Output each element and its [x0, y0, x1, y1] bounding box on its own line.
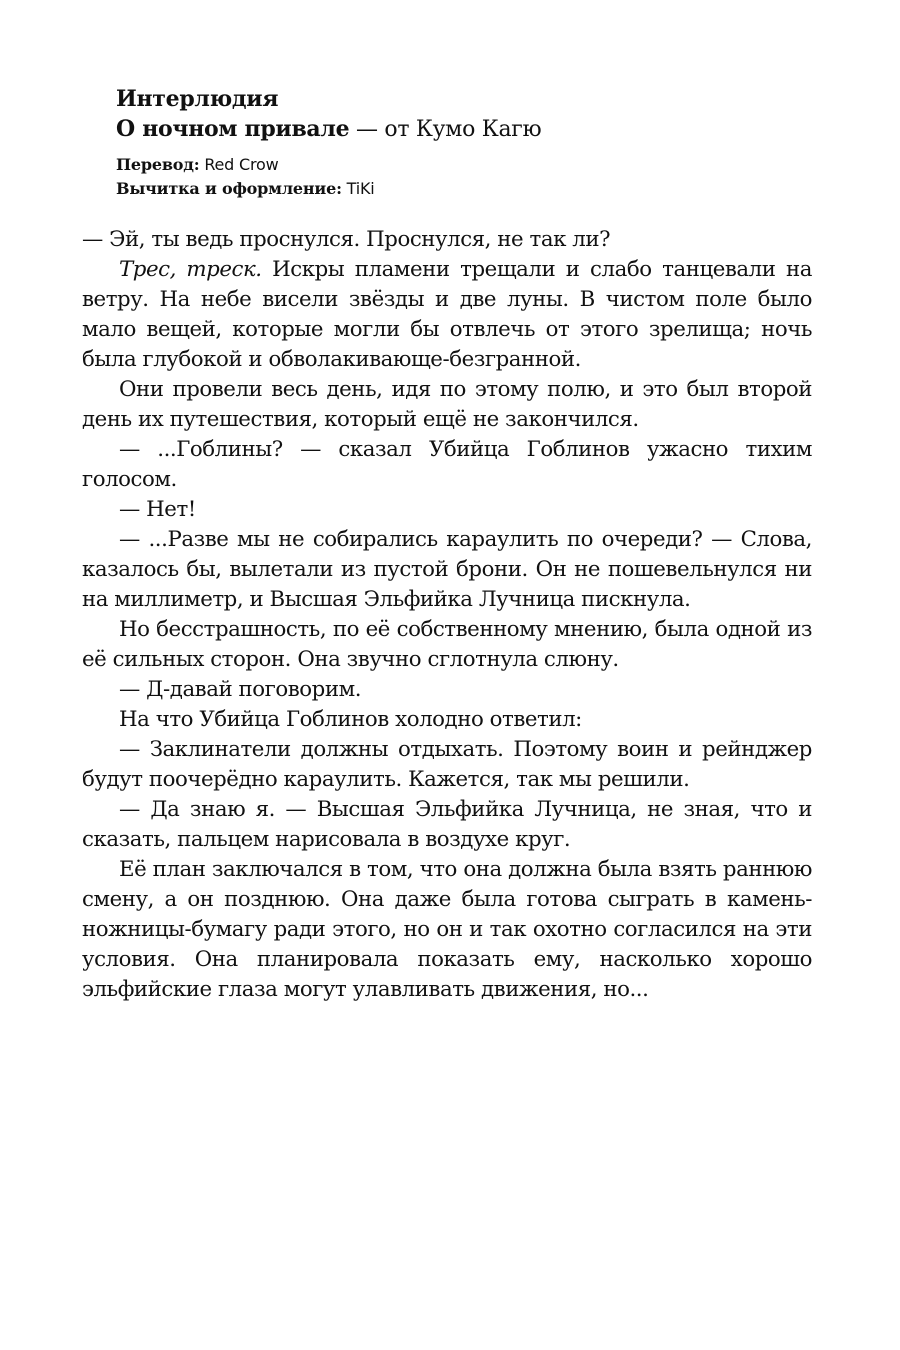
paragraph: — Эй, ты ведь проснулся. Проснулся, не так ли? — [82, 227, 611, 252]
chapter-title: Интерлюдия — [116, 86, 279, 112]
credit-label: Перевод: — [116, 155, 200, 174]
credit-value: TiKi — [346, 179, 375, 198]
paragraph: — Нет! — [119, 497, 196, 522]
subtitle-bold: О ночном привале — [116, 116, 350, 142]
credit-label: Вычитка и оформление: — [116, 179, 342, 198]
chapter-header — [116, 84, 816, 201]
paragraph: — Да знаю я. — Высшая Эльфийка Лучница, не зная, что и сказать, пальцем нарисовала в воздухе круг. — [82, 797, 812, 852]
paragraph: На что Убийца Гоблинов холодно ответил: — [119, 707, 582, 732]
body-text — [82, 225, 812, 1005]
italic-phrase: Трес, треск. — [119, 257, 262, 282]
chapter-subtitle — [116, 114, 816, 145]
paragraph: — Д-давай поговорим. — [119, 677, 362, 702]
credit-editing — [116, 177, 816, 201]
paragraph: Они провели весь день, идя по этому полю, и это был второй день их путешествия, который ещё не закончился. — [82, 377, 812, 432]
paragraph: — Заклинатели должны отдыхать. Поэтому воин и рейнджер будут поочерёдно караулить. Кажется, так мы решили. — [82, 737, 812, 792]
credits — [116, 153, 816, 201]
paragraph: — ...Разве мы не собирались караулить по очереди? — Слова, казалось бы, вылетали из пустой брони. Он не пошевельнулся ни на миллиметр, и Высшая Эльфийка Лучница пискнула. — [82, 527, 812, 612]
paragraph: Трес, треск. Искры пламени трещали и слабо танцевали на ветру. На небе висели звёзды и две луны. В чистом поле было мало вещей, которые могли бы отвлечь от этого зрелища; ночь была глубокой и обволакивающе-безгранной. — [82, 257, 812, 372]
subtitle-author: — от Кумо Кагю — [349, 117, 542, 142]
paragraph: Её план заключался в том, что она должна была взять раннюю смену, а он позднюю. Она даже была готова сыграть в камень-ножницы-бумагу ради этого, но он и так охотно согласился на эти условия. Она планировала показать ему, насколько хорошо эльфийские глаза могут улавливать движения, но... — [82, 857, 812, 1002]
paragraph: — ...Гоблины? — сказал Убийца Гоблинов ужасно тихим голосом. — [82, 437, 812, 492]
credit-value: Red Crow — [204, 155, 279, 174]
credit-translation — [116, 153, 816, 177]
paragraph: Но бесстрашность, по её собственному мнению, была одной из её сильных сторон. Она звучно сглотнула слюну. — [82, 617, 812, 672]
